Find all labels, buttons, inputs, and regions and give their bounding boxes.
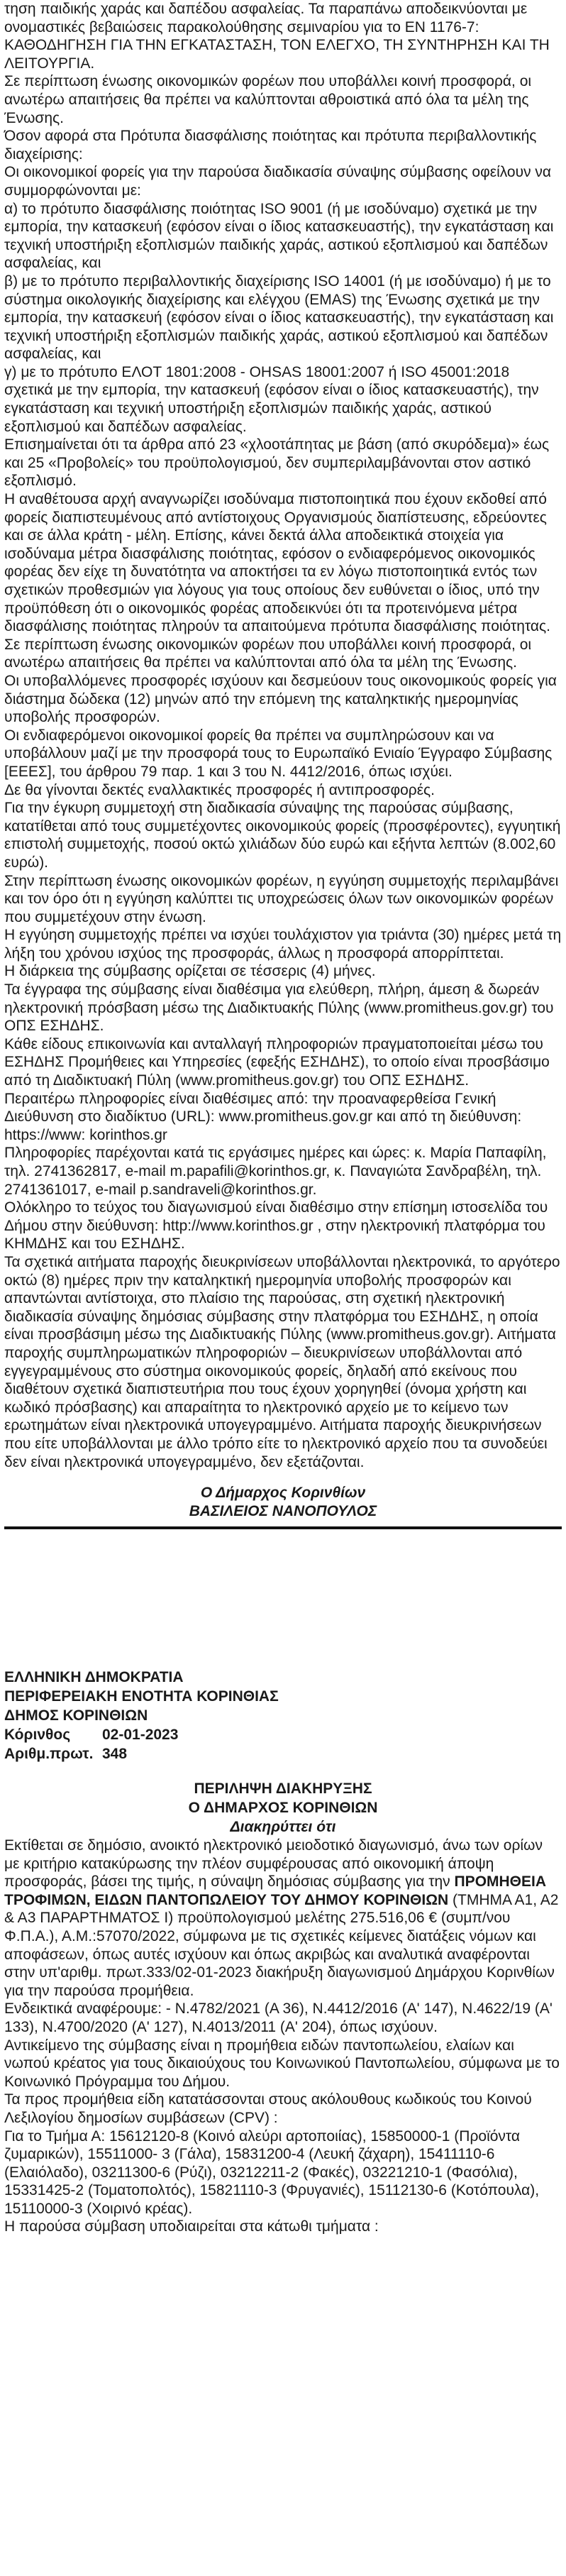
paragraph: Για το Τμήμα Α: 15612120-8 (Κοινό αλεύρι αρτοποιίας), 15850000-1 (Προϊόντα ζυμαρικών), 15511000- 3 (Γάλα), 15831200-4 (Λευκή ζάχαρη), 15411110-6 (Ελαιόλαδο), 03211300-6 (Ρύζι), 03212211-2 (Φακές), 03221210-1 (Φασόλια), 15331425-2 (Τοματοπολτός), 15821110-3 (Φρυγανιές), 15112130-6 (Κοτόπουλα), 15110000-3 (Χοιρινό κρέας). [4, 2128, 540, 2217]
paragraph: Σε περίπτωση ένωσης οικονομικών φορέων που υποβάλλει κοινή προσφορά, οι ανωτέρω απαιτήσεις θα πρέπει να καλύπτονται αθροιστικά από όλα τα μέλη της Ένωσης. [4, 73, 532, 126]
paragraph: Σε περίπτωση ένωσης οικονομικών φορέων που υποβάλλει κοινή προσφορά, οι ανωτέρω απαιτήσεις θα πρέπει να καλύπτονται από όλα τα μέλη της Ένωσης. [4, 636, 532, 671]
announcement-text [4, 1837, 562, 2236]
procurement-title: ΠΡΟΜΗΘΕΙΑ ΤΡΟΦΙΜΩΝ, ΕΙΔΩΝ ΠΑΝΤΟΠΩΛΕΙΟΥ ΤΟΥ ΔΗΜΟΥ ΚΟΡΙΝΘΙΩΝ [4, 1873, 547, 1908]
date-line [4, 1725, 562, 1744]
paragraph: Επισημαίνεται ότι τα άρθρα από 23 «χλοοτάπητας με βάση (από σκυρόδεμα)» έως και 25 «Προβολείς» του προϋπολογισμού, δεν συμπεριλαμβάνονται στον αστικό εξοπλισμό. [4, 436, 550, 490]
paragraph: Δε θα γίνονται δεκτές εναλλακτικές προσφορές ή αντιπροσφορές. [4, 781, 435, 798]
paragraph: τηση παιδικής χαράς και δαπέδου ασφαλείας. Τα παραπάνω αποδεικνύονται με ονομαστικές βεβαιώσεις παρακολούθησης σεμιναρίου για το ΕΝ 1176-7: ΚΑΘΟΔΗΓΗΣΗ ΓΙΑ ΤΗΝ ΕΓΚΑΤΑΣΤΑΣΗ, ΤΟΝ ΕΛΕΓΧΟ, ΤΗ ΣΥΝΤΗΡΗΣΗ ΚΑΙ ΤΗ ΛΕΙΤΟΥΡΓΙΑ. [4, 1, 550, 72]
paragraph: Οι υποβαλλόμενες προσφορές ισχύουν και δεσμεύουν τους οικονομικούς φορείς για διάστημα δώδεκα (12) μηνών από την επόμενη της καταληκτικής ημερομηνίας υποβολής προσφορών. [4, 672, 557, 726]
announcement-title [4, 1779, 562, 1837]
paragraph: Ενδεικτικά αναφέρουμε: - Ν.4782/2021 (Α 36), Ν.4412/2016 (Α' 147), Ν.4622/19 (Α' 133), Ν.4700/2020 (Α' 127), Ν.4013/2011 (Α' 204), όπως ισχύουν. [4, 2000, 553, 2035]
protocol-line [4, 1744, 562, 1763]
title-line: Ο ΔΗΜΑΡΧΟΣ ΚΟΡΙΝΘΙΩΝ [188, 1800, 378, 1816]
paragraph: Κάθε είδους επικοινωνία και ανταλλαγή πληροφοριών πραγματοποιείται μέσω του ΕΣΗΔΗΣ Προμήθειες και Υπηρεσίες (εφεξής ΕΣΗΔΗΣ), το οποίο είναι προσβάσιμο από τη Διαδικτυακή Πύλη (www.promitheus.gov.gr) του ΟΠΣ ΕΣΗΔΗΣ. [4, 1035, 550, 1089]
paragraph: Τα προς προμήθεια είδη κατατάσσονται στους ακόλουθους κωδικούς του Κοινού Λεξιλογίου δημοσίων συμβάσεων (CPV) : [4, 2091, 532, 2126]
city-label: Κόρινθος [4, 1727, 71, 1743]
protocol-label: Αριθμ.πρωτ. [4, 1746, 94, 1762]
text-run: (ΤΜΗΜΑ Α1, Α2 & Α3 ΠΑΡΑΡΤΗΜΑΤΟΣ Ι) προϋπολογισμού μελέτης 275.516,06 € (συμπ/νου Φ.Π.Α.), Α.Μ.:57070/2022, σύμφωνα με τις σχετικές κείμενες διατάξεις νόμων και αποφάσεων, όπως αυτές ισχύουν και όπως ακριβώς και αναλυτικά αναφέρονται στην υπ'αριθμ. πρωτ.333/02-01-2023 διακήρυξη διαγωνισμού Δημάρχου Κορινθίων για την παρούσα προμήθεια. [4, 1891, 559, 1999]
signature-name: ΒΑΣΙΛΕΙΟΣ ΝΑΝΟΠΟΥΛΟΣ [189, 1503, 377, 1520]
header-line: ΠΕΡΙΦΕΡΕΙΑΚΗ ΕΝΟΤΗΤΑ ΚΟΡΙΝΘΙΑΣ [4, 1688, 279, 1705]
title-line: Διακηρύττει ότι [230, 1819, 336, 1835]
paragraph: α) το πρότυπο διασφάλισης ποιότητας ISO 9001 (ή με ισοδύναμο) σχετικά με την εμπορία, την κατασκευή (εφόσον είναι ο ίδιος κατασκευαστής), την εγκατάσταση και τεχνική υποστήριξη εξοπλισμών παιδικής χαράς, αστικού εξοπλισμού και δαπέδων ασφαλείας, και [4, 200, 554, 272]
tender-conditions-text [4, 0, 562, 1471]
column-upper [4, 0, 562, 1532]
paragraph: Η αναθέτουσα αρχή αναγνωρίζει ισοδύναμα πιστοποιητικά που έχουν εκδοθεί από φορείς διαπιστευμένους από αντίστοιχους Οργανισμούς διαπίστευσης, εδρεύοντες και σε άλλα κράτη - μέλη. Επίσης, κάνει δεκτά άλλα αποδεικτικά στοιχεία για ισοδύναμα μέτρα διασφάλισης ποιότητας, εφόσον ο ενδιαφερόμενος οικονομικός φορέας δεν είχε τη δυνατότητα να αποκτήσει τα εν λόγω πιστοποιητικά εντός των σχετικών προθεσμιών για λόγους για τους οποίους δεν ευθύνεται ο ίδιος, υπό την προϋπόθεση ότι ο οικονομικός φορέας αποδεικνύει ότι τα προτεινόμενα μέτρα διασφάλισης ποιότητας πληρούν τα απαιτούμενα πρότυπα διασφάλισης ποιότητας. [4, 491, 551, 635]
column-lower [4, 1668, 562, 2236]
spacer [4, 1763, 562, 1779]
paragraph: Για την έγκυρη συμμετοχή στη διαδικασία σύναψης της παρούσας σύμβασης, κατατίθεται από τους συμμετέχοντες οικονομικούς φορείς (προσφέροντες), εγγυητική επιστολή συμμετοχής, ποσού οκτώ χιλιάδων δύο ευρώ και εξήντα λεπτών (8.002,60 ευρώ). [4, 800, 561, 871]
authority-header [4, 1668, 562, 1763]
paragraph: Οι ενδιαφερόμενοι οικονομικοί φορείς θα πρέπει να συμπληρώσουν και να υποβάλλουν μαζί με την προσφορά τους το Ευρωπαϊκό Ενιαίο Έγγραφο Σύμβασης [ΕΕΕΣ], του άρθρου 79 παρ. 1 και 3 του Ν. 4412/2016, όπως ισχύει. [4, 727, 553, 780]
paragraph: β) με το πρότυπο περιβαλλοντικής διαχείρισης ISO 14001 (ή με ισοδύναμο) ή με το σύστημα οικολογικής διαχείρισης και ελέγχου (EMAS) της Ένωσης σχετικά με την εμπορία, την κατασκευή (εφόσον είναι ο ίδιος κατασκευαστής), την εγκατάσταση και τεχνική υποστήριξη εξοπλισμών παιδικής χαράς, αστικού εξοπλισμού και δαπέδων ασφαλείας, και [4, 273, 554, 363]
signature-role: Ο Δήμαρχος Κορινθίων [200, 1485, 366, 1502]
paragraph: Η εγγύηση συμμετοχής πρέπει να ισχύει τουλάχιστον για τριάντα (30) ημέρες μετά τη λήξη του χρόνου ισχύος της προσφοράς, άλλως η προσφορά απορρίπτεται. [4, 927, 562, 962]
header-line: ΔΗΜΟΣ ΚΟΡΙΝΘΙΩΝ [4, 1707, 148, 1724]
paragraph: Τα σχετικά αιτήματα παροχής διευκρινίσεων υποβάλλονται ηλεκτρονικά, το αργότερο οκτώ (8) ημέρες πριν την καταληκτική ημερομηνία υποβολής προσφορών και απαντώνται αντίστοιχα, στο πλαίσιο της παρούσας, στη σχετική ηλεκτρονική διαδικασία σύναψης δημόσιας σύμβασης στην πλατφόρμα του ΕΣΗΔΗΣ, η οποία είναι προσβάσιμη μέσω της Διαδικτυακής Πύλης (www.promitheus.gov.gr). Αιτήματα παροχής συμπληρωματικών πληροφοριών – διευκρινίσεων υποβάλλονται από εγγεγραμμένους στο σύστημα οικονομικούς φορείς, δηλαδή από εκείνους που διαθέτουν σχετικά διαπιστευτήρια που τους έχουν χορηγηθεί (όνομα χρήστη και κωδικό πρόσβασης) και απαραίτητα το ηλεκτρονικό αρχείο με το κείμενο των ερωτημάτων είναι ηλεκτρονικά υπογεγραμμένο. Αιτήματα παροχής διευκρινήσεων που είτε υποβάλλονται με άλλο τρόπο είτε το ηλεκτρονικό αρχείο που τα συνοδεύει δεν είναι ηλεκτρονικά υπογεγραμμένο, δεν εξετάζονται. [4, 1253, 560, 1470]
signature-block [4, 1484, 562, 1521]
paragraph: Η διάρκεια της σύμβασης ορίζεται σε τέσσερις (4) μήνες. [4, 963, 376, 980]
paragraph: Περαιτέρω πληροφορίες είναι διαθέσιμες από: την προαναφερθείσα Γενική Διεύθυνση στο διαδίκτυο (URL): www.promitheus.gov.gr και από τη διεύθυνση: https://www: korinthos.gr [4, 1090, 522, 1143]
paragraph: Ολόκληρο το τεύχος του διαγωνισμού είναι διαθέσιμο στην επίσημη ιστοσελίδα του Δήμου στην διεύθυνση: http://www.korinthos.gr , στην ηλεκτρονική πλατφόρμα του ΚΗΜΔΗΣ και του ΕΣΗΔΗΣ. [4, 1199, 548, 1253]
paragraph: Στην περίπτωση ένωσης οικονομικών φορέων, η εγγύηση συμμετοχής περιλαμβάνει και τον όρο ότι η εγγύηση καλύπτει τις υποχρεώσεις όλων των οικονομικών φορέων που συμμετέχουν στην ένωση. [4, 872, 559, 925]
paragraph: Η παρούσα σύμβαση υποδιαιρείται στα κάτωθι τμήματα : [4, 2218, 379, 2235]
title-line: ΠΕΡΙΛΗΨΗ ΔΙΑΚΗΡΥΞΗΣ [194, 1780, 372, 1797]
protocol-number: 348 [102, 1746, 128, 1762]
paragraph: Όσον αφορά στα Πρότυπα διασφάλισης ποιότητας και πρότυπα περιβαλλοντικής διαχείρισης: [4, 128, 537, 163]
header-line: ΕΛΛΗΝΙΚΗ ΔΗΜΟΚΡΑΤΙΑ [4, 1669, 184, 1685]
paragraph: Πληροφορίες παρέχονται κατά τις εργάσιμες ημέρες και ώρες: κ. Μαρία Παπαφίλη, τηλ. 2741362817, e-mail m.papafili@korinthos.gr, κ. Παναγιώτα Σανδραβέλη, τηλ. 2741361017, e-mail p.sandraveli@korinthos.gr. [4, 1145, 547, 1198]
paragraph: Οι οικονομικοί φορείς για την παρούσα διαδικασία σύναψης σύμβασης οφείλουν να συμμορφώνονται με: [4, 164, 552, 199]
paragraph: Τα έγγραφα της σύμβασης είναι διαθέσιμα για ελεύθερη, πλήρη, άμεση & δωρεάν ηλεκτρονική πρόσβαση μέσω της Διαδικτυακής Πύλης (www.promitheus.gov.gr) του ΟΠΣ ΕΣΗΔΗΣ. [4, 981, 554, 1035]
text-run: Εκτίθεται σε δημόσιο, ανοικτό ηλεκτρονικό μειοδοτικό διαγωνισμό, άνω των ορίων με κριτήριο κατακύρωσης την πλέον συμφέρουσας από οικονομική άποψη προσφοράς, βάσει της τιμής, η σύναψη δημόσιας σύμβασης για την [4, 1837, 543, 1890]
section-divider [4, 1526, 562, 1529]
paragraph: γ) με το πρότυπο ΕΛΟΤ 1801:2008 - OHSAS 18001:2007 ή ISO 45001:2018 σχετικά με την εμπορία, την κατασκευή (εφόσον είναι ο ίδιος κατασκευαστής), την εγκατάσταση και τεχνική υποστήριξη εξοπλισμών παιδικής χαράς, αστικού εξοπλισμού και δαπέδων ασφαλείας. [4, 363, 539, 435]
paragraph: Αντικείμενο της σύμβασης είναι η προμήθεια ειδών παντοπωλείου, ελαίων και νωπού κρέατος για τους δικαιούχους του Κοινωνικού Παντοπωλείου, σύμφωνα με το Κοινωνικό Πρόγραμμα του Δήμου. [4, 2037, 560, 2090]
date-value: 02-01-2023 [102, 1727, 179, 1743]
paragraph [4, 1837, 562, 2000]
